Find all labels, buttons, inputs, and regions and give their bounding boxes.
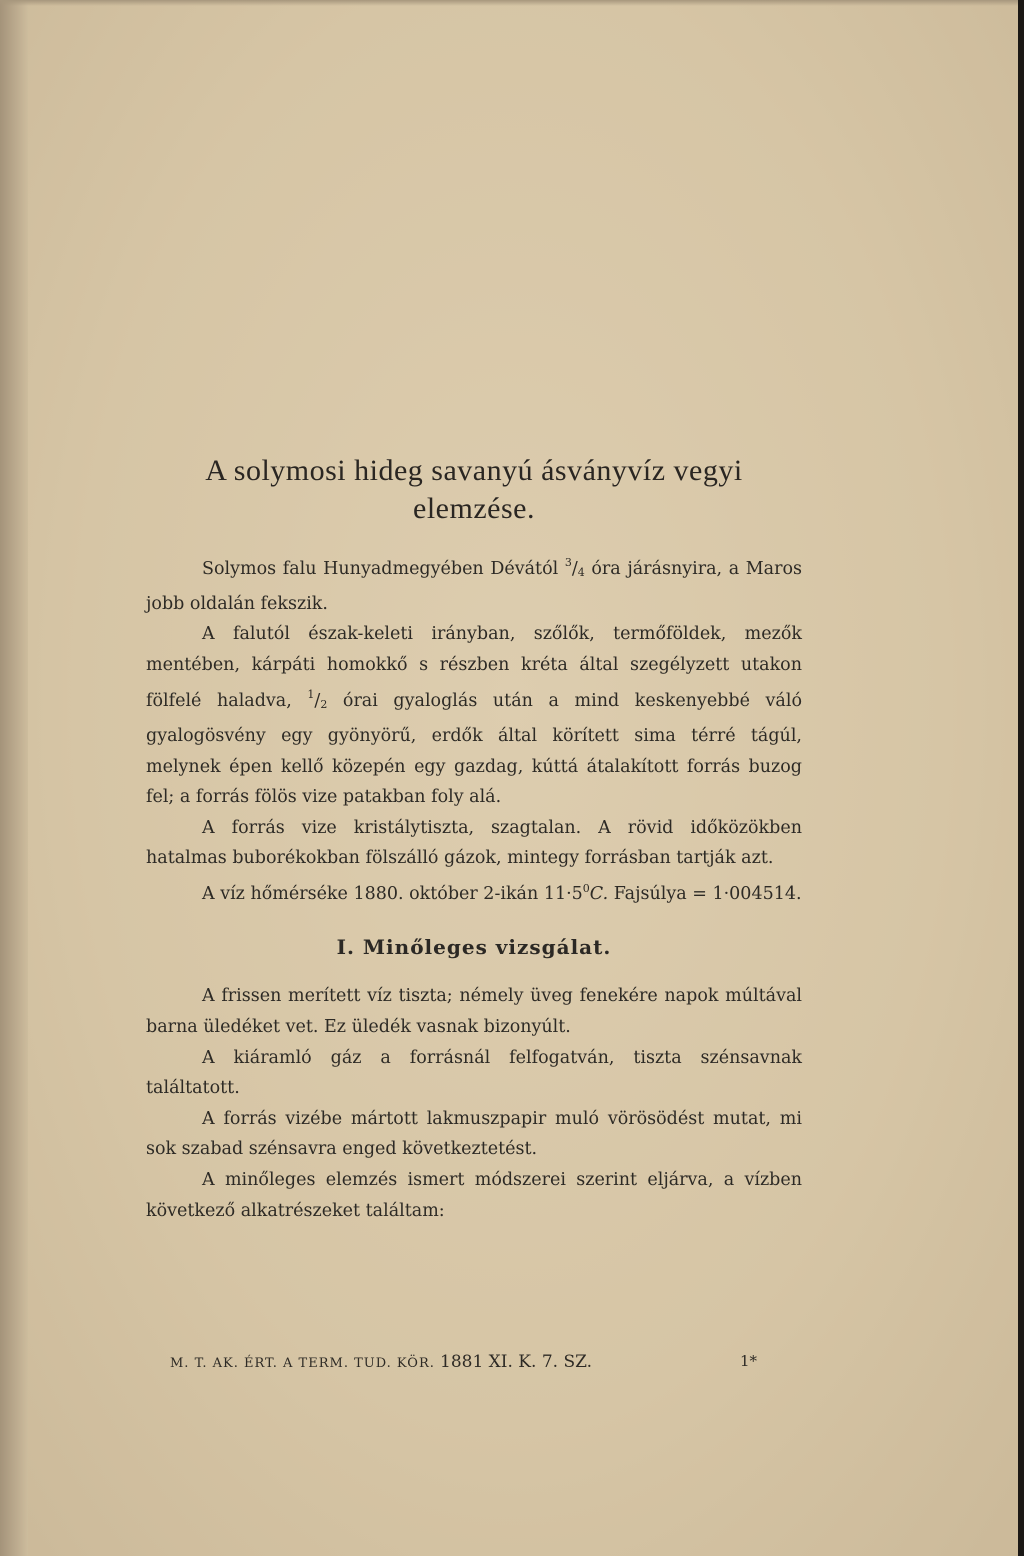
title-line-1: A solymosi hideg savanyú ásványvíz vegyi <box>205 454 743 487</box>
paragraph-litmus: A forrás vizébe mártott lakmuszpapir muló vörösödést mutat, mi sok szabad szénsavra enged következtetést. <box>146 1108 802 1160</box>
section-heading-qualitative: I. Minőleges vizsgálat. <box>336 935 612 960</box>
paragraph-location: Solymos falu Hunyadmegyében Dévától $^3/_4$ óra járásnyira, a Maros jobb oldalán fekszik. <box>146 556 802 614</box>
page-top-edge <box>0 0 1024 6</box>
page-right-edge <box>1018 0 1024 1556</box>
fraction-three-quarters: $^3/_4$ <box>564 556 585 579</box>
title-line-2: elemzése. <box>413 492 535 525</box>
paragraph-temperature: A víz hőmérséke 1880. október 2-ikán $11\cdot 5^0C$. Fajsúlya = 1·004514. <box>202 881 802 904</box>
paragraph-gas: A kiáramló gáz a forrásnál felfogatván, tiszta szénsavnak találtatott. <box>146 1047 802 1099</box>
page-left-edge <box>0 0 28 1556</box>
sheet-signature-mark: 1* <box>740 1352 758 1370</box>
footer-citation: M. T. AK. ÉRT. A TERM. TUD. KÖR. 1881 XI. K. 7. SZ. <box>170 1352 593 1372</box>
degree-mark: 0 <box>582 881 590 895</box>
article-body <box>146 452 802 1226</box>
paragraph-components: A minőleges elemzés ismert módszerei szerint eljárva, a vízben következő alkatrészeket találtam: <box>146 1169 802 1221</box>
paragraph-sediment: A frissen merített víz tiszta; némely üveg fenekére napok múltával barna üledéket vet. Ez üledék vasnak bizonyúlt. <box>146 986 802 1037</box>
fraction-one-half: $^1/_2$ <box>307 688 328 712</box>
article-title <box>146 452 802 528</box>
paragraph-water-description: A forrás vize kristálytiszta, szagtalan. A rövid időközökben hatalmas buborékokban fölszálló gázok, mintegy forrásban tartják azt. <box>146 817 802 869</box>
paragraph-route: A falutól észak-keleti irányban, szőlők, termőföldek, mezők mentében, kárpáti homokkő s részben kréta által szegélyzett utakon fölfelé haladva, $^1/_2$ órai gyaloglás után a mind keskenyebbé váló gyalogösvény egy gyönyörű, erdők által körített sima térré tágúl, melynek épen kellő közepén egy gazdag, kúttá átalakított forrás buzog fel; a forrás fölös vize patakban foly alá. <box>146 624 802 808</box>
